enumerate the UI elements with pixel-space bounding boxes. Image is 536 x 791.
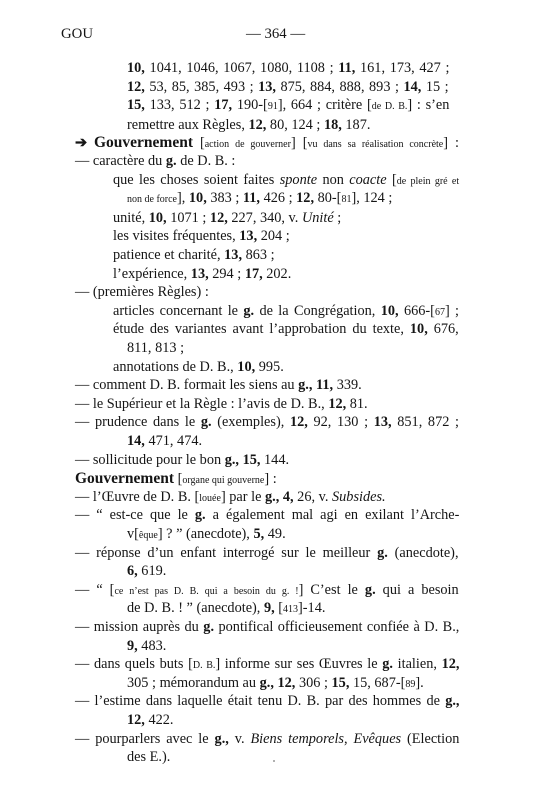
- reference-volume: 12,: [328, 396, 347, 412]
- reference-volume: 15,: [242, 452, 261, 468]
- text-run: 339.: [333, 377, 362, 393]
- index-line: [113, 228, 290, 245]
- index-line: [113, 247, 275, 264]
- index-line: [127, 79, 449, 96]
- index-line: [127, 117, 370, 134]
- cross-reference: Evêques: [353, 731, 402, 747]
- index-line: [127, 563, 166, 580]
- text-run: 851, 872 ;: [391, 414, 459, 430]
- text-run: 1041, 1046, 1067, 1080, 1108 ;: [144, 60, 339, 76]
- editorial-note: ce n’est pas D. B. qui a besoin du g. !: [114, 586, 299, 597]
- text-run: 294 ;: [208, 266, 245, 282]
- text-run: 305 ; mémorandum au: [127, 675, 260, 691]
- text-run: v[: [127, 526, 139, 542]
- text-run: patience et charité,: [113, 247, 225, 263]
- index-line: [75, 619, 459, 636]
- index-line: [113, 303, 459, 321]
- text-run: ] ? ” (anecdote),: [157, 526, 254, 542]
- editorial-note: 413: [283, 604, 299, 615]
- text-run: 133, 512 ;: [144, 97, 215, 113]
- text-run: 144.: [260, 452, 290, 468]
- text-run: — réponse d’un enfant interrogé sur le meilleur: [75, 545, 378, 561]
- reference-volume: 12,: [289, 414, 308, 430]
- text-run: pontifical officieusement confiée à D. B.,: [214, 619, 460, 635]
- editorial-note: 67: [434, 307, 445, 318]
- reference-volume: g.: [203, 619, 215, 635]
- index-line: [75, 656, 459, 674]
- reference-volume: 17,: [214, 97, 233, 113]
- text-run: 483.: [137, 638, 167, 654]
- editorial-note: êque: [138, 530, 158, 541]
- index-line: [75, 452, 289, 469]
- index-line: [75, 582, 459, 600]
- editorial-note: non de force: [127, 194, 177, 205]
- text-run: ] informe sur ses Œuvres le: [215, 656, 383, 672]
- reference-volume: 15,: [127, 97, 145, 113]
- text-run: 619.: [137, 563, 167, 579]
- text-run: étude des variantes avant l’approbation du texte,: [113, 321, 410, 337]
- reference-volume: 12,: [296, 190, 315, 206]
- text-run: [: [386, 172, 397, 188]
- index-line: [113, 321, 459, 338]
- reference-volume: 6,: [127, 563, 138, 579]
- text-run: unité,: [113, 210, 149, 226]
- text-run: a également mal agi en exilant l’Arche-: [205, 507, 460, 523]
- reference-volume: 10,: [188, 190, 207, 206]
- reference-volume: 10,: [409, 321, 428, 337]
- text-run: 471, 474.: [144, 433, 203, 449]
- text-run: ] : s’en: [407, 97, 450, 113]
- reference-volume: 15,: [331, 675, 350, 691]
- text-run: que les choses soient faites: [113, 172, 280, 188]
- text-run: l’expérience,: [113, 266, 191, 282]
- reference-volume: 9,: [263, 600, 275, 616]
- text-run: ] ;: [444, 303, 460, 319]
- text-run: 666-[: [398, 303, 435, 319]
- index-line: [75, 470, 277, 489]
- reference-volume: g.,: [259, 675, 274, 691]
- text-run: 863 ;: [242, 247, 275, 263]
- reference-volume: 10,: [127, 60, 145, 76]
- text-run: 202.: [262, 266, 292, 282]
- reference-volume: 11,: [316, 377, 334, 393]
- text-run: annotations de D. B.,: [113, 359, 238, 375]
- cross-reference: Unité: [301, 210, 334, 226]
- index-line: [75, 489, 386, 507]
- text-run: — l’Œuvre de D. B. [: [75, 489, 200, 505]
- text-run: ] :: [264, 471, 277, 487]
- text-run: — l’estime dans laquelle était tenu D. B. par des hommes de: [75, 693, 446, 709]
- index-line: [127, 675, 424, 693]
- text-run: [: [274, 600, 284, 616]
- text-run: — “ [: [75, 582, 115, 598]
- text-run: 1071 ;: [166, 210, 210, 226]
- index-line: [75, 134, 459, 153]
- reference-volume: g.,: [445, 693, 460, 709]
- text-run: 80-[: [314, 190, 342, 206]
- reference-volume: 13,: [190, 266, 209, 282]
- reference-volume: 14,: [403, 79, 422, 95]
- editorial-note: de plein gré et: [396, 176, 460, 187]
- index-line: [75, 396, 368, 413]
- text-run: ].: [415, 675, 424, 691]
- text-run: [: [174, 471, 183, 487]
- reference-volume: g.: [194, 507, 206, 523]
- text-run: 676,: [427, 321, 459, 337]
- index-line: [127, 749, 170, 766]
- index-line: [75, 731, 459, 748]
- reference-volume: 12,: [277, 675, 296, 691]
- text-run: — prudence dans le: [75, 414, 201, 430]
- text-run: ] par le: [220, 489, 265, 505]
- text-run: 995.: [255, 359, 284, 375]
- text-run: — sollicitude pour le bon: [75, 452, 225, 468]
- reference-volume: g.: [200, 414, 212, 430]
- editorial-note: 91: [267, 101, 278, 112]
- reference-volume: 10,: [148, 210, 167, 226]
- index-line: [113, 359, 284, 376]
- editorial-note: de D. B.: [371, 101, 408, 112]
- text-run: 811, 813 ;: [127, 340, 185, 356]
- text-run: 53, 85, 385, 493 ;: [144, 79, 259, 95]
- index-line: [127, 638, 166, 655]
- entry-heading: Gouvernement: [93, 134, 193, 151]
- text-run: ], 664 ; critère [: [277, 97, 372, 113]
- editorial-note: organe qui gouverne: [182, 475, 265, 486]
- index-line: [127, 190, 392, 208]
- text-run: 227, 340, v.: [227, 210, 302, 226]
- reference-volume: 12,: [127, 79, 145, 95]
- text-run: 81.: [346, 396, 368, 412]
- reference-volume: g.,: [298, 377, 313, 393]
- reference-volume: 5,: [253, 526, 265, 542]
- index-line: [127, 340, 184, 357]
- cross-reference: sponte: [279, 172, 318, 188]
- index-line: [127, 526, 286, 544]
- text-run: — pourparlers avec le: [75, 731, 215, 747]
- text-run: ],: [176, 190, 189, 206]
- text-run: 875, 884, 888, 893 ;: [275, 79, 404, 95]
- text-run: — caractère du: [75, 153, 166, 169]
- page-number: — 364 —: [246, 26, 306, 42]
- cross-reference: Subsides.: [332, 489, 386, 505]
- index-line: [127, 600, 325, 618]
- text-run: (Election: [401, 731, 460, 747]
- reference-volume: 10,: [380, 303, 399, 319]
- text-run: — comment D. B. formait les siens au: [75, 377, 299, 393]
- index-line: [127, 712, 173, 729]
- text-run: ] :: [443, 135, 459, 151]
- text-run: ,: [343, 731, 354, 747]
- text-run: qui a besoin: [375, 582, 459, 598]
- index-line: [127, 97, 449, 115]
- reference-volume: g.: [243, 303, 255, 319]
- editorial-note: louée: [199, 493, 221, 504]
- reference-volume: 12,: [127, 712, 145, 728]
- cross-reference: Biens temporels: [250, 731, 344, 747]
- reference-volume: 11,: [242, 190, 261, 206]
- text-run: 422.: [144, 712, 174, 728]
- text-run: (anecdote),: [387, 545, 459, 561]
- text-run: 306 ;: [295, 675, 332, 691]
- print-speck: [273, 760, 275, 762]
- reference-volume: 13,: [239, 228, 258, 244]
- index-line: [75, 414, 459, 431]
- reference-volume: 12,: [248, 117, 267, 133]
- reference-volume: 10,: [237, 359, 256, 375]
- text-run: 161, 173, 427 ;: [355, 60, 450, 76]
- reference-volume: 18,: [323, 117, 342, 133]
- reference-volume: 12,: [441, 656, 460, 672]
- text-run: ] C’est le: [298, 582, 365, 598]
- index-line: [127, 433, 202, 450]
- text-run: — (premières Règles) :: [75, 284, 209, 300]
- editorial-note: 89: [405, 679, 416, 690]
- text-run: ;: [333, 210, 342, 226]
- editorial-note: action de gouverner: [204, 139, 291, 150]
- text-run: 190-[: [232, 97, 268, 113]
- text-run: de D. B. :: [176, 153, 236, 169]
- text-run: — le Supérieur et la Règle : l’avis de D. B.,: [75, 396, 329, 412]
- text-run: articles concernant le: [113, 303, 244, 319]
- text-run: remettre aux Règles,: [127, 117, 249, 133]
- editorial-note: 81: [341, 194, 352, 205]
- text-run: 15, 687-[: [349, 675, 406, 691]
- text-run: 187.: [341, 117, 371, 133]
- index-line: [75, 284, 209, 301]
- index-line: [75, 377, 362, 394]
- text-run: de la Congrégation,: [254, 303, 381, 319]
- index-line: [113, 266, 291, 283]
- text-run: [: [192, 135, 205, 151]
- reference-volume: 4,: [282, 489, 294, 505]
- index-line: [127, 60, 449, 77]
- reference-volume: ➔: [75, 135, 94, 151]
- text-run: de D. B. ! ” (anecdote),: [127, 600, 264, 616]
- text-run: les visites fréquentes,: [113, 228, 240, 244]
- reference-volume: g.,: [214, 731, 229, 747]
- text-run: ], 124 ;: [351, 190, 393, 206]
- cross-reference: coacte: [349, 172, 387, 188]
- reference-volume: 11,: [338, 60, 356, 76]
- text-run: 15 ;: [421, 79, 449, 95]
- reference-volume: 13,: [224, 247, 243, 263]
- text-run: — dans quels buts [: [75, 656, 193, 672]
- running-head-term: GOU: [61, 26, 94, 42]
- text-run: — mission auprès du: [75, 619, 204, 635]
- reference-volume: g.: [165, 153, 177, 169]
- reference-volume: g.,: [224, 452, 239, 468]
- text-run: (exemples),: [211, 414, 290, 430]
- editorial-note: vu dans sa réalisation concrète: [307, 139, 444, 150]
- text-run: non: [317, 172, 350, 188]
- text-run: v.: [228, 731, 251, 747]
- reference-volume: 17,: [244, 266, 263, 282]
- reference-volume: g.,: [265, 489, 280, 505]
- text-run: italien,: [392, 656, 442, 672]
- entry-heading: Gouvernement: [75, 470, 175, 487]
- index-line: [75, 693, 459, 710]
- text-run: 426 ;: [260, 190, 297, 206]
- reference-volume: g.: [382, 656, 393, 672]
- reference-volume: 12,: [209, 210, 228, 226]
- text-run: des E.).: [127, 749, 171, 765]
- index-line: [75, 153, 235, 170]
- text-run: 204 ;: [257, 228, 290, 244]
- index-line: [75, 545, 459, 562]
- text-run: 80, 124 ;: [266, 117, 324, 133]
- text-run: 49.: [264, 526, 286, 542]
- editorial-note: D. B.: [192, 660, 216, 671]
- reference-volume: g.: [377, 545, 388, 561]
- reference-volume: 14,: [127, 433, 145, 449]
- text-run: 26, v.: [293, 489, 332, 505]
- reference-volume: 13,: [373, 414, 392, 430]
- index-line: [113, 172, 459, 190]
- reference-volume: 13,: [258, 79, 276, 95]
- text-run: 92, 130 ;: [307, 414, 374, 430]
- reference-volume: 9,: [127, 638, 138, 654]
- index-line: [75, 507, 459, 524]
- text-run: 383 ;: [206, 190, 243, 206]
- text-run: — “ est-ce que le: [75, 507, 195, 523]
- text-run: ] [: [290, 135, 308, 151]
- index-line: [113, 210, 341, 227]
- text-run: ]-14.: [298, 600, 326, 616]
- reference-volume: g.: [364, 582, 376, 598]
